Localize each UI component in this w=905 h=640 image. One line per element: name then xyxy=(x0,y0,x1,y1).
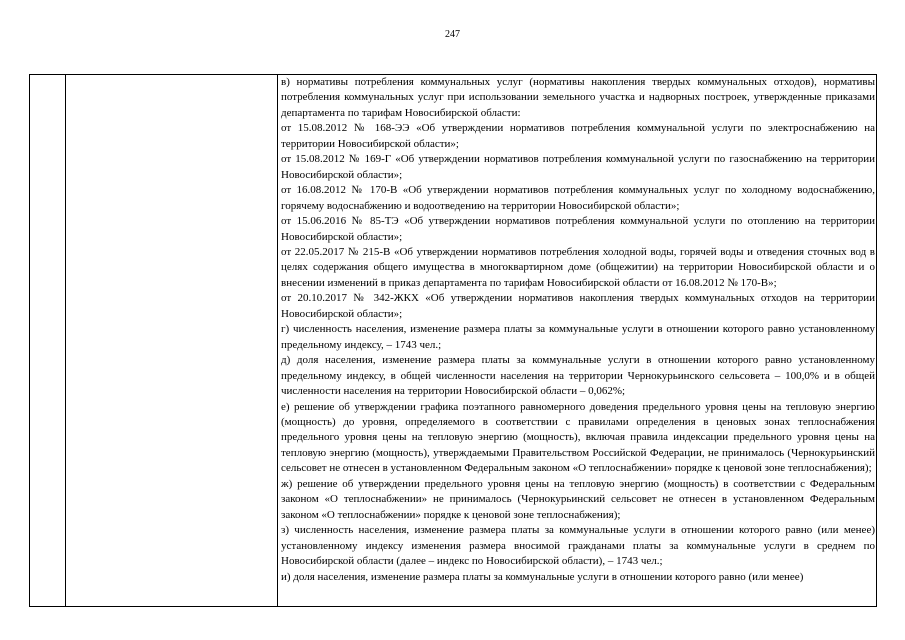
paragraph-order-342: от 20.10.2017 № 342-ЖКХ «Об утверждении нормативов накопления твердых коммунальных отходов на территории Новосибирской области»; xyxy=(281,292,875,320)
paragraph-order-168: от 15.08.2012 № 168-ЭЭ «Об утверждении нормативов потребления коммунальной услуги по электроснабжению на территории Новосибирской области»; xyxy=(281,122,875,150)
paragraph-e: е) решение об утверждении графика поэтапного равномерного доведения предельного уровня цены на тепловую энергию (мощность) до уровня, определяемого в соответствии с правилами определения в ценовых зонах теплоснабжения предельного уровня цены на тепловую энергию (мощность), включая правила индексации предельного уровня цены на тепловую энергию (мощность), утверждаемыми Правительством Российской Федерации, не принималось (Чернокурьинский сельсовет не отнесен в установленном Федеральным законом «О теплоснабжении» порядке к ценовой зоне теплоснабжения); xyxy=(281,400,875,475)
paragraph-z: з) численность населения, изменение размера платы за коммунальные услуги в отношении которого равно (или менее) установленному индексу изменения размера вносимой гражданами платы за коммунальные услуги в среднем по Новосибирской области (далее – индекс по Новосибирской области), – 1743 чел.; xyxy=(281,524,875,568)
paragraph-v: в) нормативы потребления коммунальных услуг (нормативы накопления твердых коммунальных отходов), нормативы потребления коммунальных услуг при использовании земельного участка и надворных построек, утвержденные приказами департамента по тарифам Новосибирской области: xyxy=(281,76,875,119)
paragraph-order-170: от 16.08.2012 № 170-В «Об утверждении нормативов потребления коммунальных услуг по холодному водоснабжению, горячему водоснабжению и водоотведению на территории Новосибирской области»; xyxy=(281,184,875,212)
table-column-text xyxy=(281,75,875,606)
page-number: 247 xyxy=(445,29,460,40)
paragraph-order-169: от 15.08.2012 № 169-Г «Об утверждении нормативов потребления коммунальной услуги по газоснабжению на территории Новосибирской области»; xyxy=(281,153,875,181)
paragraph-order-215: от 22.05.2017 № 215-В «Об утверждении нормативов потребления холодной воды, горячей воды и отведения сточных вод в целях содержания общего имущества в многоквартирном доме (общежитии) на территории Новосибирской области и о внесении изменений в приказ департамента по тарифам Новосибирской области от 16.08.2012 № 170-В»; xyxy=(281,245,875,289)
paragraph-g: г) численность населения, изменение размера платы за коммунальные услуги в отношении которого равно установленному предельному индексу, – 1743 чел.; xyxy=(281,323,875,351)
document-table xyxy=(29,74,877,607)
table-column-number xyxy=(30,75,66,606)
paragraph-d: д) доля населения, изменение размера платы за коммунальные услуги в отношении которого равно установленному предельному индексу, в общей численности населения на территории Чернокурьинского сельсовета – 100,0% и в общей численности населения на территории Новосибирской области – 0,062%; xyxy=(281,354,875,398)
paragraph-i: и) доля населения, изменение размера платы за коммунальные услуги в отношении которого равно (или менее) xyxy=(281,570,804,583)
paragraph-order-85: от 15.06.2016 № 85-ТЭ «Об утверждении нормативов потребления коммунальной услуги по отоплению на территории Новосибирской области»; xyxy=(281,215,875,243)
table-column-name xyxy=(66,75,278,606)
paragraph-zh: ж) решение об утверждении предельного уровня цены на тепловую энергию (мощность) в соответствии с Федеральным законом «О теплоснабжении» не принималось (Чернокурьинский сельсовет не отнесен в установленном Федеральным законом «О теплоснабжении» порядке к ценовой зоне теплоснабжения); xyxy=(281,477,875,521)
